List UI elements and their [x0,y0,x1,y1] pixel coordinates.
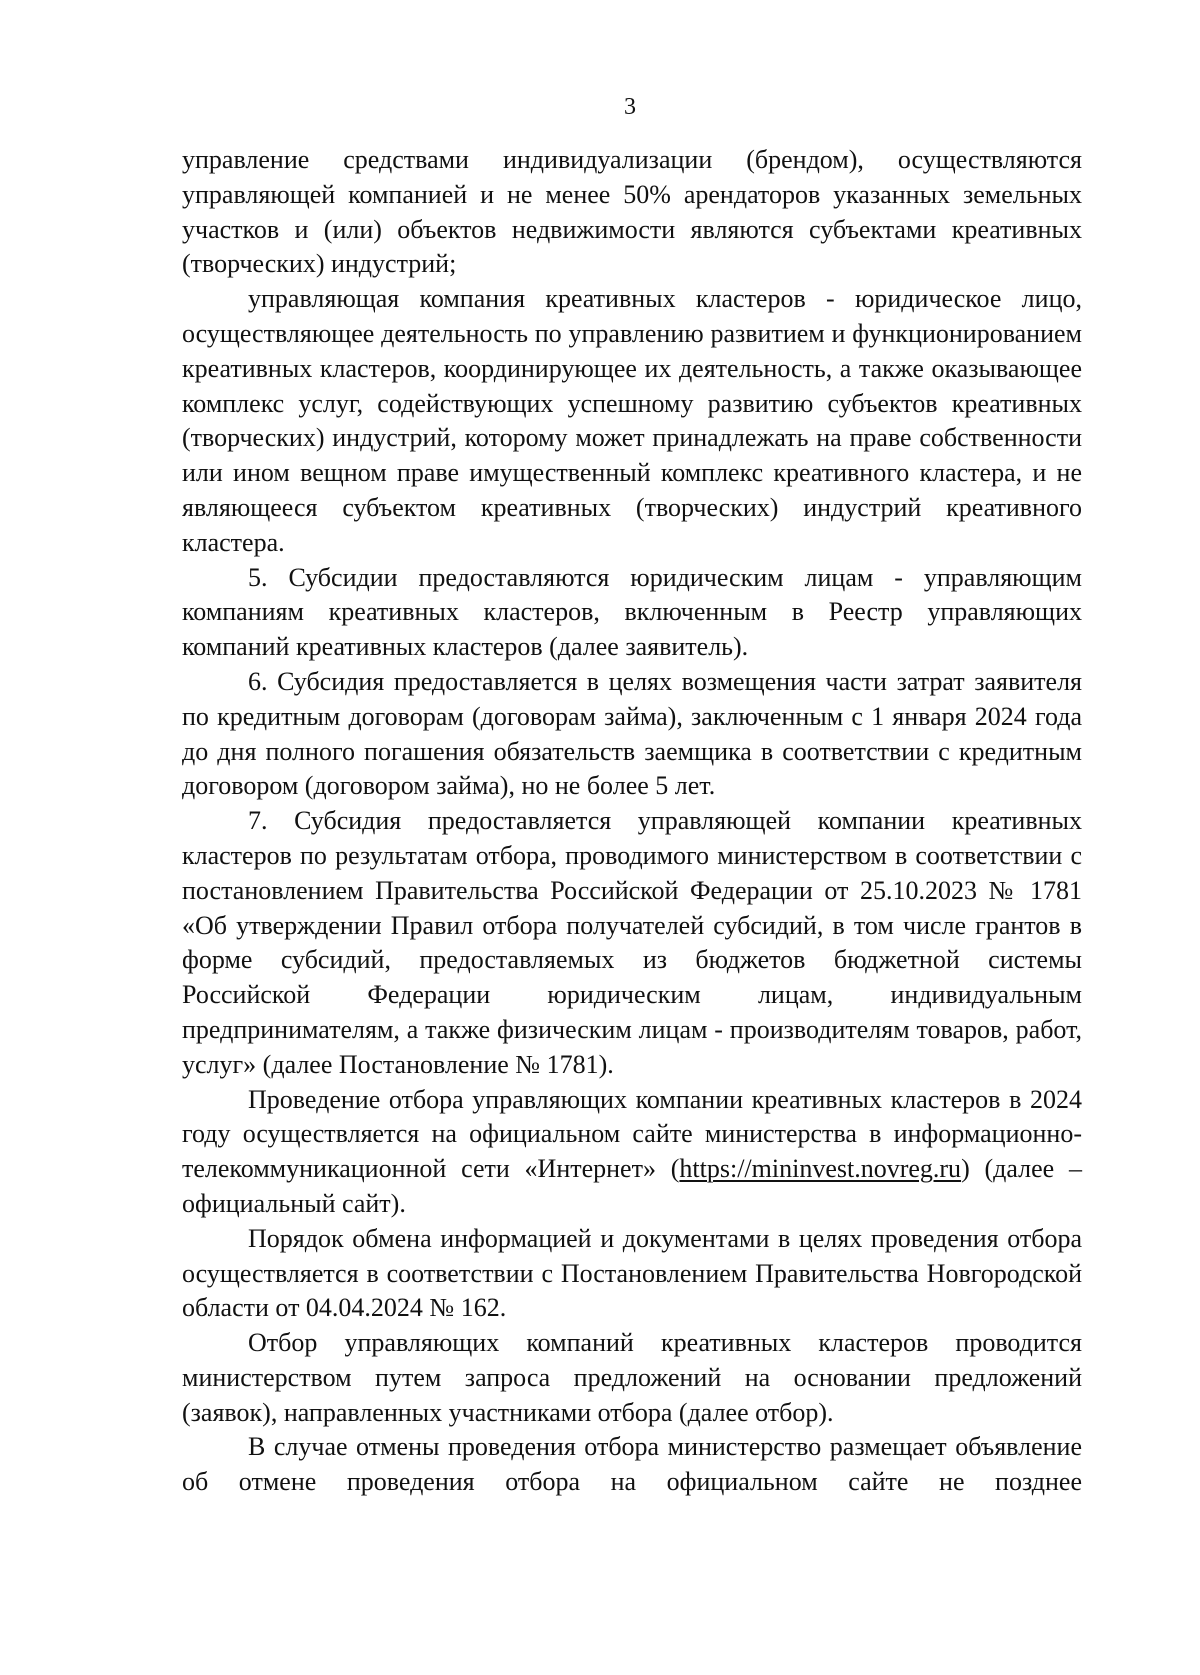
paragraph-item-5: 5. Субсидии предоставляются юридическим лицам - управляющим компаниям креативных кластеров, включенным в Реестр управляющих компаний креативных кластеров (далее заявитель). [182,562,1082,662]
paragraph-brand-management: управление средствами индивидуализации (брендом), осуществляются управляющей компанией и не менее 50% арендаторов указанных земельных участков и (или) объектов недвижимости являются субъектами креативных (творческих) индустрий; [182,145,1082,279]
paragraph-selection-cancellation: В случае отмены проведения отбора министерство размещает объявление об отмене проведения отбора на официальном сайте не позднее [182,1432,1082,1497]
paragraph-item-7: 7. Субсидия предоставляется управляющей компании креативных кластеров по результатам отбора, проводимого министерством в соответствии с постановлением Правительства Российской Федерации от 25.10.2023 № 1781 «Об утверждении Правил отбора получателей субсидий, в том числе грантов в форме субсидий, предоставляемых из бюджетов бюджетной системы Российской Федерации юридическим лицам, индивидуальным предпринимателям, а также физическим лицам - производителям товаров, работ, услуг» (далее Постановление № 1781). [182,806,1082,1079]
paragraph-selection-procedure: Отбор управляющих компаний креативных кластеров проводится министерством путем запроса предложений на основании предложений (заявок), направленных участниками отбора (далее отбор). [182,1328,1082,1427]
paragraph-item-6: 6. Субсидия предоставляется в целях возмещения части затрат заявителя по кредитным договорам (договорам займа), заключенным с 1 января 2024 года до дня полного погашения обязательств заемщика в соответствии с кредитным договором (договором займа), но не более 5 лет. [182,666,1082,801]
document-body [182,143,1082,1500]
paragraph-selection-website-text-before: Проведение отбора управляющих компании креативных кластеров в 2024 году осуществляется на официальном сайте министерства в информационно-телекоммуникационной сети «Интернет» ( [182,1084,1082,1184]
page-number: 3 [624,94,636,120]
paragraph-information-exchange: Порядок обмена информацией и документами в целях проведения отбора осуществляется в соответствии с Постановлением Правительства Новгородской области от 04.04.2024 № 162. [182,1223,1082,1323]
paragraph-selection-website [182,1083,1082,1222]
paragraph-managing-company-definition: управляющая компания креативных кластеров - юридическое лицо, осуществляющее деятельность по управлению развитием и функционированием креативных кластеров, координирующее их деятельность, а также оказывающее комплекс услуг, содействующих успешному развитию субъектов креативных (творческих) индустрий, которому может принадлежать на праве собственности или ином вещном праве имущественный комплекс креативного кластера, и не являющееся субъектом креативных (творческих) индустрий креативного кластера. [182,284,1082,557]
ministry-website-link[interactable]: https://mininvest.novreg.ru [679,1154,962,1184]
paragraph-selection-website-text-after: ) (далее – официальный сайт). [182,1154,1082,1218]
